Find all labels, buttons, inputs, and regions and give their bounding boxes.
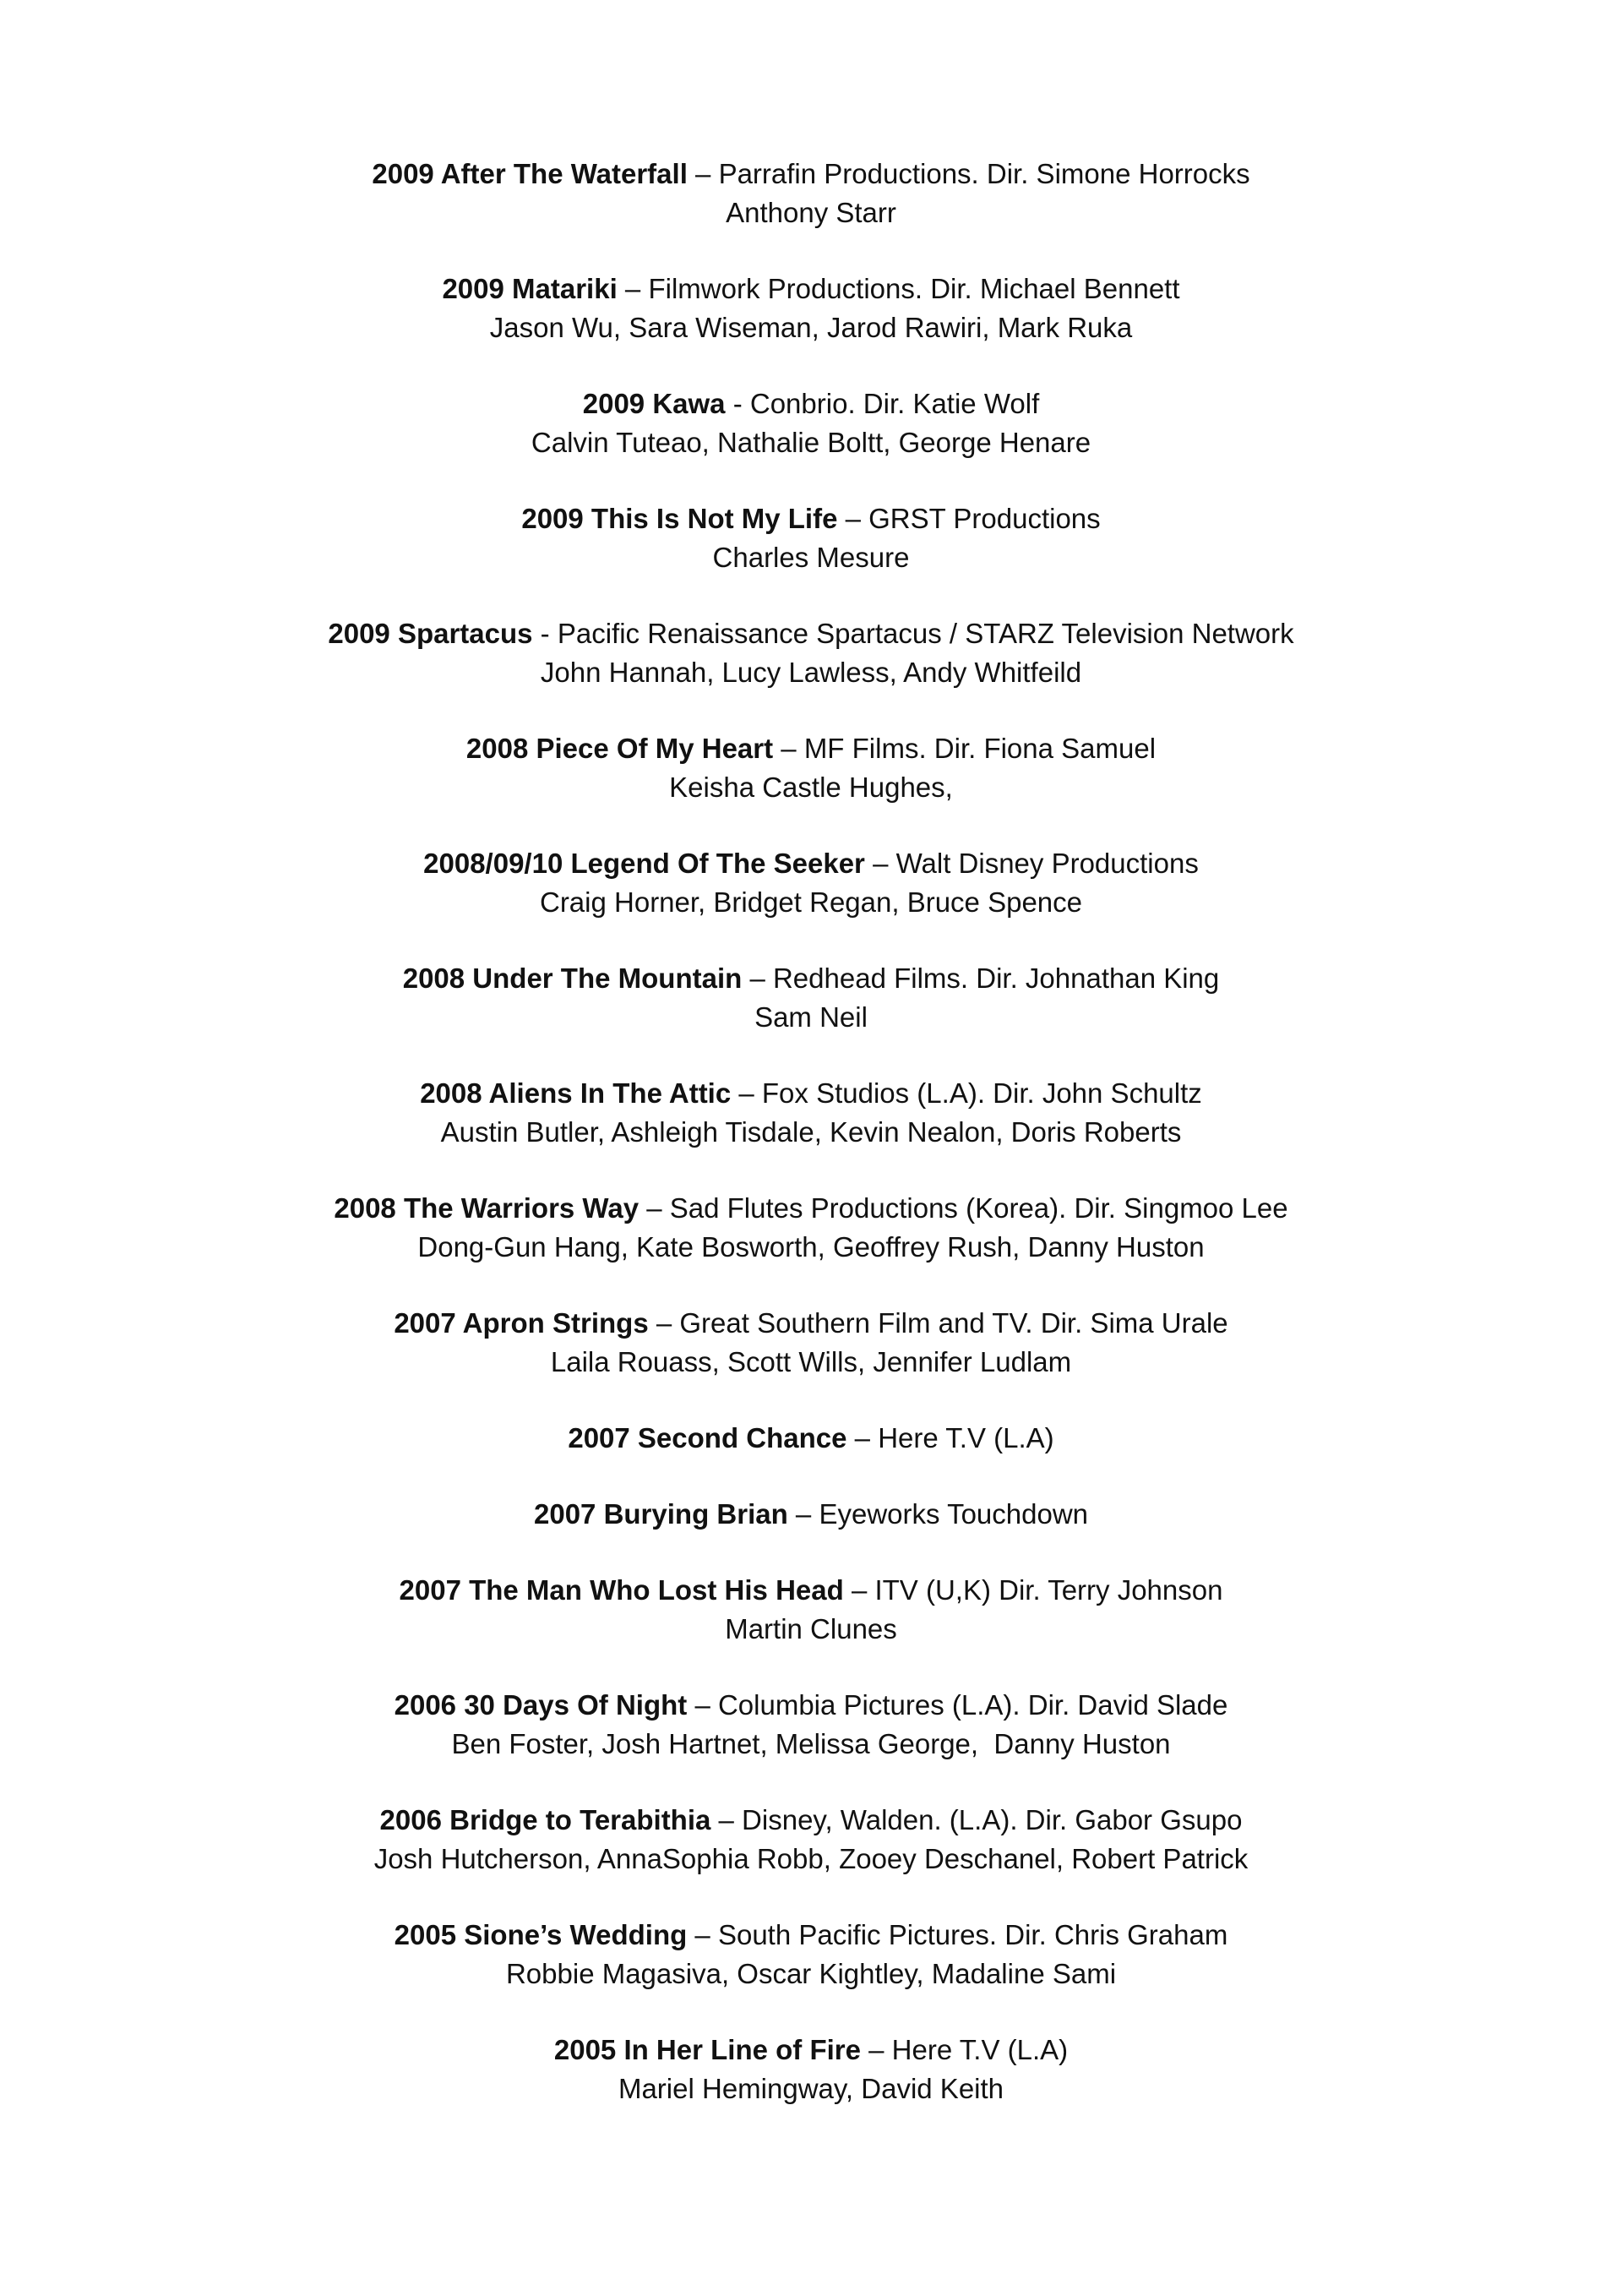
credit-cast: John Hannah, Lucy Lawless, Andy Whitfeild	[540, 657, 1082, 688]
credit-title-line	[0, 1495, 1622, 1534]
credit-details: – South Pacific Pictures. Dir. Chris Graham	[687, 1919, 1228, 1950]
credit-title: 2008 Under The Mountain	[402, 963, 743, 994]
credit-entry	[0, 270, 1622, 347]
credit-title: 2005 Sione’s Wedding	[394, 1919, 688, 1950]
credit-entry	[0, 1916, 1622, 1993]
credit-title: 2008 Piece Of My Heart	[465, 733, 774, 764]
credit-details: - Pacific Renaissance Spartacus / STARZ Television Network	[532, 618, 1294, 649]
credit-details: – Fox Studios (L.A). Dir. John Schultz	[731, 1077, 1202, 1109]
credit-entry	[0, 1304, 1622, 1382]
credit-details: – Here T.V (L.A)	[860, 2034, 1069, 2065]
credit-title-line	[0, 844, 1622, 883]
credit-entry	[0, 1074, 1622, 1152]
credit-entry	[0, 1571, 1622, 1649]
credit-details: – Sad Flutes Productions (Korea). Dir. Singmoo Lee	[639, 1192, 1288, 1224]
credit-title-line	[0, 2031, 1622, 2070]
credit-title: 2007 Burying Brian	[533, 1498, 788, 1530]
credit-details: - Conbrio. Dir. Katie Wolf	[725, 388, 1040, 419]
credit-cast: Jason Wu, Sara Wiseman, Jarod Rawiri, Mark Ruka	[489, 312, 1133, 343]
credit-entry	[0, 1686, 1622, 1764]
credit-title-line	[0, 1074, 1622, 1113]
credit-entry	[0, 729, 1622, 807]
credit-title: 2008 Aliens In The Attic	[420, 1077, 732, 1109]
credit-cast: Anthony Starr	[726, 197, 896, 228]
credit-entry	[0, 1801, 1622, 1879]
credit-cast: Craig Horner, Bridget Regan, Bruce Spence	[539, 886, 1083, 918]
credit-cast: Charles Mesure	[712, 542, 910, 573]
credit-cast: Dong-Gun Hang, Kate Bosworth, Geoffrey Rush, Danny Huston	[417, 1231, 1205, 1263]
credit-title: 2006 30 Days Of Night	[394, 1689, 688, 1721]
credit-title-line	[0, 1189, 1622, 1228]
credit-title: 2009 This Is Not My Life	[521, 503, 838, 534]
credit-title-line	[0, 1571, 1622, 1610]
credit-title: 2008/09/10 Legend Of The Seeker	[423, 848, 865, 879]
credit-cast: Laila Rouass, Scott Wills, Jennifer Ludlam	[550, 1346, 1072, 1377]
credit-details: – Great Southern Film and TV. Dir. Sima Urale	[648, 1307, 1228, 1339]
credit-title: 2009 Kawa	[582, 388, 726, 419]
credit-details: – Parrafin Productions. Dir. Simone Horrocks	[687, 158, 1250, 189]
credit-title-line	[0, 1801, 1622, 1840]
credit-cast: Keisha Castle Hughes,	[669, 772, 953, 803]
credit-title: 2009 After The Waterfall	[372, 158, 688, 189]
credit-title-line	[0, 1304, 1622, 1343]
credit-entry	[0, 1189, 1622, 1267]
credit-details: – GRST Productions	[837, 503, 1101, 534]
credit-details: – Walt Disney Productions	[864, 848, 1199, 879]
credit-details: – Columbia Pictures (L.A). Dir. David Slade	[687, 1689, 1228, 1721]
credit-title-line	[0, 614, 1622, 653]
credits-list	[0, 155, 1622, 2146]
credit-entry	[0, 384, 1622, 462]
credit-details: – Disney, Walden. (L.A). Dir. Gabor Gsupo	[710, 1804, 1243, 1835]
credit-cast: Sam Neil	[754, 1001, 868, 1033]
credit-cast: Mariel Hemingway, David Keith	[618, 2073, 1004, 2104]
credit-entry	[0, 959, 1622, 1037]
credit-title-line	[0, 1419, 1622, 1458]
credit-cast: Josh Hutcherson, AnnaSophia Robb, Zooey Deschanel, Robert Patrick	[373, 1843, 1249, 1874]
credit-entry	[0, 844, 1622, 922]
credit-details: – Here T.V (L.A)	[846, 1422, 1054, 1453]
credit-entry	[0, 1495, 1622, 1534]
credit-cast: Austin Butler, Ashleigh Tisdale, Kevin Nealon, Doris Roberts	[440, 1116, 1182, 1148]
credit-cast: Martin Clunes	[725, 1613, 897, 1644]
credit-title-line	[0, 1686, 1622, 1725]
credit-title: 2007 The Man Who Lost His Head	[399, 1574, 844, 1606]
credit-entry	[0, 1419, 1622, 1458]
credit-details: – Eyeworks Touchdown	[787, 1498, 1089, 1530]
credit-entry	[0, 614, 1622, 692]
credit-title-line	[0, 499, 1622, 538]
credit-details: – Filmwork Productions. Dir. Michael Bennett	[617, 273, 1180, 304]
credit-title: 2008 The Warriors Way	[334, 1192, 640, 1224]
credit-title: 2009 Matariki	[442, 273, 618, 304]
credit-details: – Redhead Films. Dir. Johnathan King	[742, 963, 1220, 994]
credit-cast: Robbie Magasiva, Oscar Kightley, Madaline Sami	[505, 1958, 1117, 1989]
credit-title: 2009 Spartacus	[328, 618, 533, 649]
credit-cast: Ben Foster, Josh Hartnet, Melissa George, Danny Huston	[451, 1728, 1171, 1759]
credit-title-line	[0, 959, 1622, 998]
credit-title: 2006 Bridge to Terabithia	[379, 1804, 711, 1835]
credit-title-line	[0, 1916, 1622, 1955]
credit-title: 2007 Apron Strings	[394, 1307, 649, 1339]
credit-title-line	[0, 270, 1622, 308]
credit-entry	[0, 2031, 1622, 2108]
credit-details: – MF Films. Dir. Fiona Samuel	[773, 733, 1157, 764]
credit-title: 2007 Second Chance	[568, 1422, 847, 1453]
credit-details: – ITV (U,K) Dir. Terry Johnson	[843, 1574, 1223, 1606]
credit-title-line	[0, 729, 1622, 768]
credit-title-line	[0, 384, 1622, 423]
credit-title: 2005 In Her Line of Fire	[553, 2034, 861, 2065]
credit-entry	[0, 499, 1622, 577]
credit-cast: Calvin Tuteao, Nathalie Boltt, George Henare	[531, 427, 1091, 458]
credit-entry	[0, 155, 1622, 232]
credit-title-line	[0, 155, 1622, 194]
